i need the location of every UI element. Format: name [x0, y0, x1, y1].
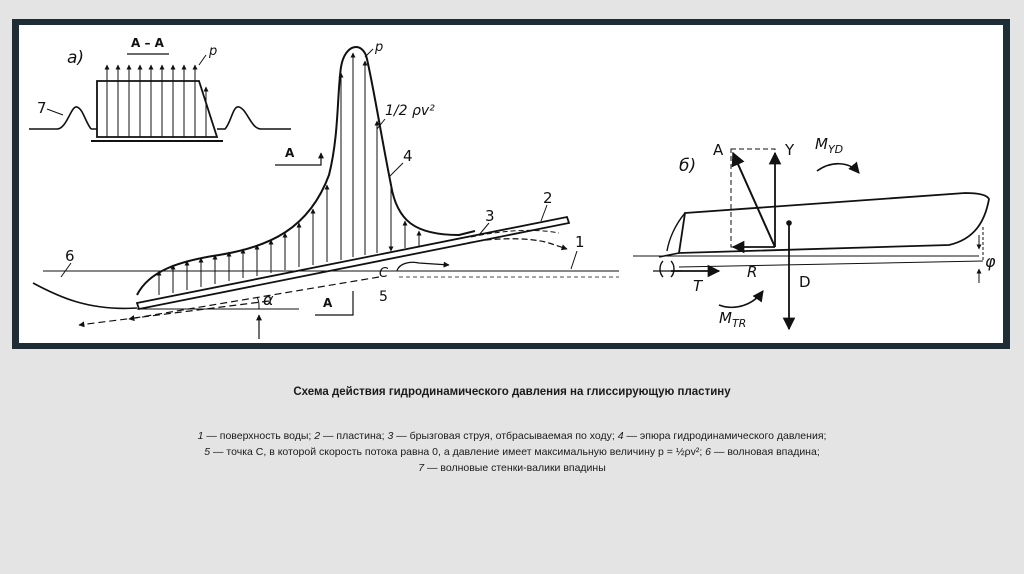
force-t-label: T — [693, 277, 703, 295]
point-c-label: C — [379, 266, 389, 281]
legend-number: 6 — [705, 446, 712, 458]
legend-number: 7 — [418, 462, 425, 474]
label-4: 4 — [403, 147, 413, 165]
panel-b-label: б) — [679, 156, 697, 176]
panel-a — [29, 36, 619, 339]
moment-yd-arrow — [817, 164, 859, 173]
panel-a-label: а) — [67, 48, 85, 68]
angle-alpha-label: α — [263, 290, 274, 309]
moment-tr-label: $M_{TR}$ — [719, 309, 747, 330]
legend-text: — волновая впадина; — [711, 446, 820, 458]
angle-phi-label: φ — [985, 252, 996, 271]
upstream-flow — [397, 262, 449, 271]
legend-number: 3 — [387, 430, 394, 442]
label-6: 6 — [65, 247, 75, 265]
pressure-diagram-envelope — [137, 47, 475, 295]
legend-line — [60, 428, 964, 444]
inset-pressure-label: p — [209, 44, 218, 59]
caption — [60, 386, 964, 476]
caption-title: Схема действия гидродинамического давления на глиссирующую пластину — [293, 386, 731, 398]
legend-line — [60, 460, 964, 476]
legend-text: — волновые стенки-валики впадины — [424, 462, 606, 474]
inset-wave-right — [91, 107, 291, 129]
planing-plate-diagram — [19, 25, 1003, 343]
legend-text: — поверхность воды; — [203, 430, 315, 442]
section-mark-lower: A — [323, 296, 333, 310]
dynamic-pressure-label: 1/2 ρv² — [385, 103, 435, 119]
moment-tr-arrow — [719, 291, 763, 307]
label-5: 5 — [379, 289, 388, 305]
section-mark-upper: A — [285, 146, 295, 160]
inset-pressure-arrows — [107, 65, 206, 137]
label-7: 7 — [37, 99, 47, 117]
legend-number: 4 — [617, 430, 624, 442]
label-3: 3 — [485, 207, 495, 225]
legend-number: 1 — [197, 430, 204, 442]
figure-frame — [12, 19, 1010, 349]
legend-text: — брызговая струя, отбрасываемая по ходу; — [393, 430, 618, 442]
label-2: 2 — [543, 189, 553, 207]
force-y-label: Y — [785, 141, 795, 159]
hull-outline — [679, 193, 989, 253]
legend-number: 5 — [204, 446, 211, 458]
force-a-arrow — [733, 153, 775, 247]
propeller-icon — [660, 261, 674, 277]
legend-number: 2 — [314, 430, 321, 442]
spray-jet — [459, 239, 567, 249]
legend-text: — точка C, в которой скорость потока равна 0, а давление имеет максимальную величину p = ½ρv²; — [210, 446, 706, 458]
caption-legend — [60, 428, 964, 476]
section-label: A – A — [131, 36, 164, 50]
force-d-label: D — [799, 273, 811, 291]
force-r-label: R — [747, 263, 758, 281]
wave-trough — [33, 283, 137, 308]
legend-line — [60, 444, 964, 460]
legend-text: — пластина; — [320, 430, 388, 442]
inset-pressure-block — [97, 81, 217, 137]
main-pressure-label: p — [375, 40, 384, 55]
force-a-label: A — [713, 141, 724, 159]
panel-b — [633, 135, 996, 330]
figure-canvas — [19, 25, 1003, 343]
legend-text: — эпюра гидродинамического давления; — [623, 430, 827, 442]
label-1: 1 — [575, 233, 585, 251]
moment-yd-label: $M_{YD}$ — [815, 135, 844, 156]
